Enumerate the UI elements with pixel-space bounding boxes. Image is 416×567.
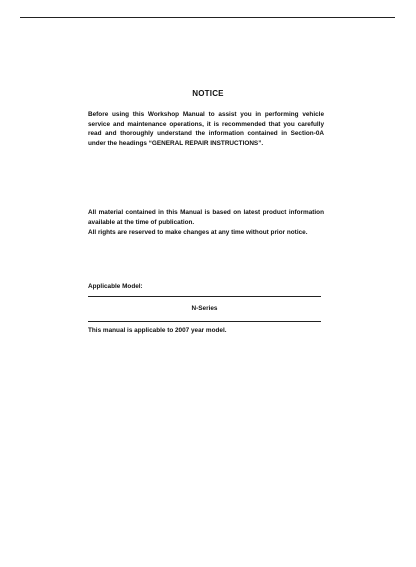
model-top-rule	[88, 296, 321, 297]
model-name: N-Series	[191, 305, 218, 312]
model-bottom-rule	[88, 321, 321, 322]
applicable-year-note: This manual is applicable to 2007 year model.	[88, 327, 227, 334]
notice-title: NOTICE	[192, 89, 224, 98]
notice-paragraph-workshop: Before using this Workshop Manual to assist you in performing vehicle service and maintenance operations, it is recommended that you carefully read and thoroughly understand the information contained in Section-0A under the headings “GENERAL REPAIR INSTRUCTIONS”.	[88, 111, 324, 147]
header-rule	[20, 17, 395, 18]
notice-paragraph-material: All material contained in this Manual is based on latest product information available at the time of publication.	[88, 209, 324, 226]
applicable-model-label: Applicable Model:	[88, 283, 143, 290]
notice-paragraph-rights: All rights are reserved to make changes at any time without prior notice.	[88, 229, 308, 236]
